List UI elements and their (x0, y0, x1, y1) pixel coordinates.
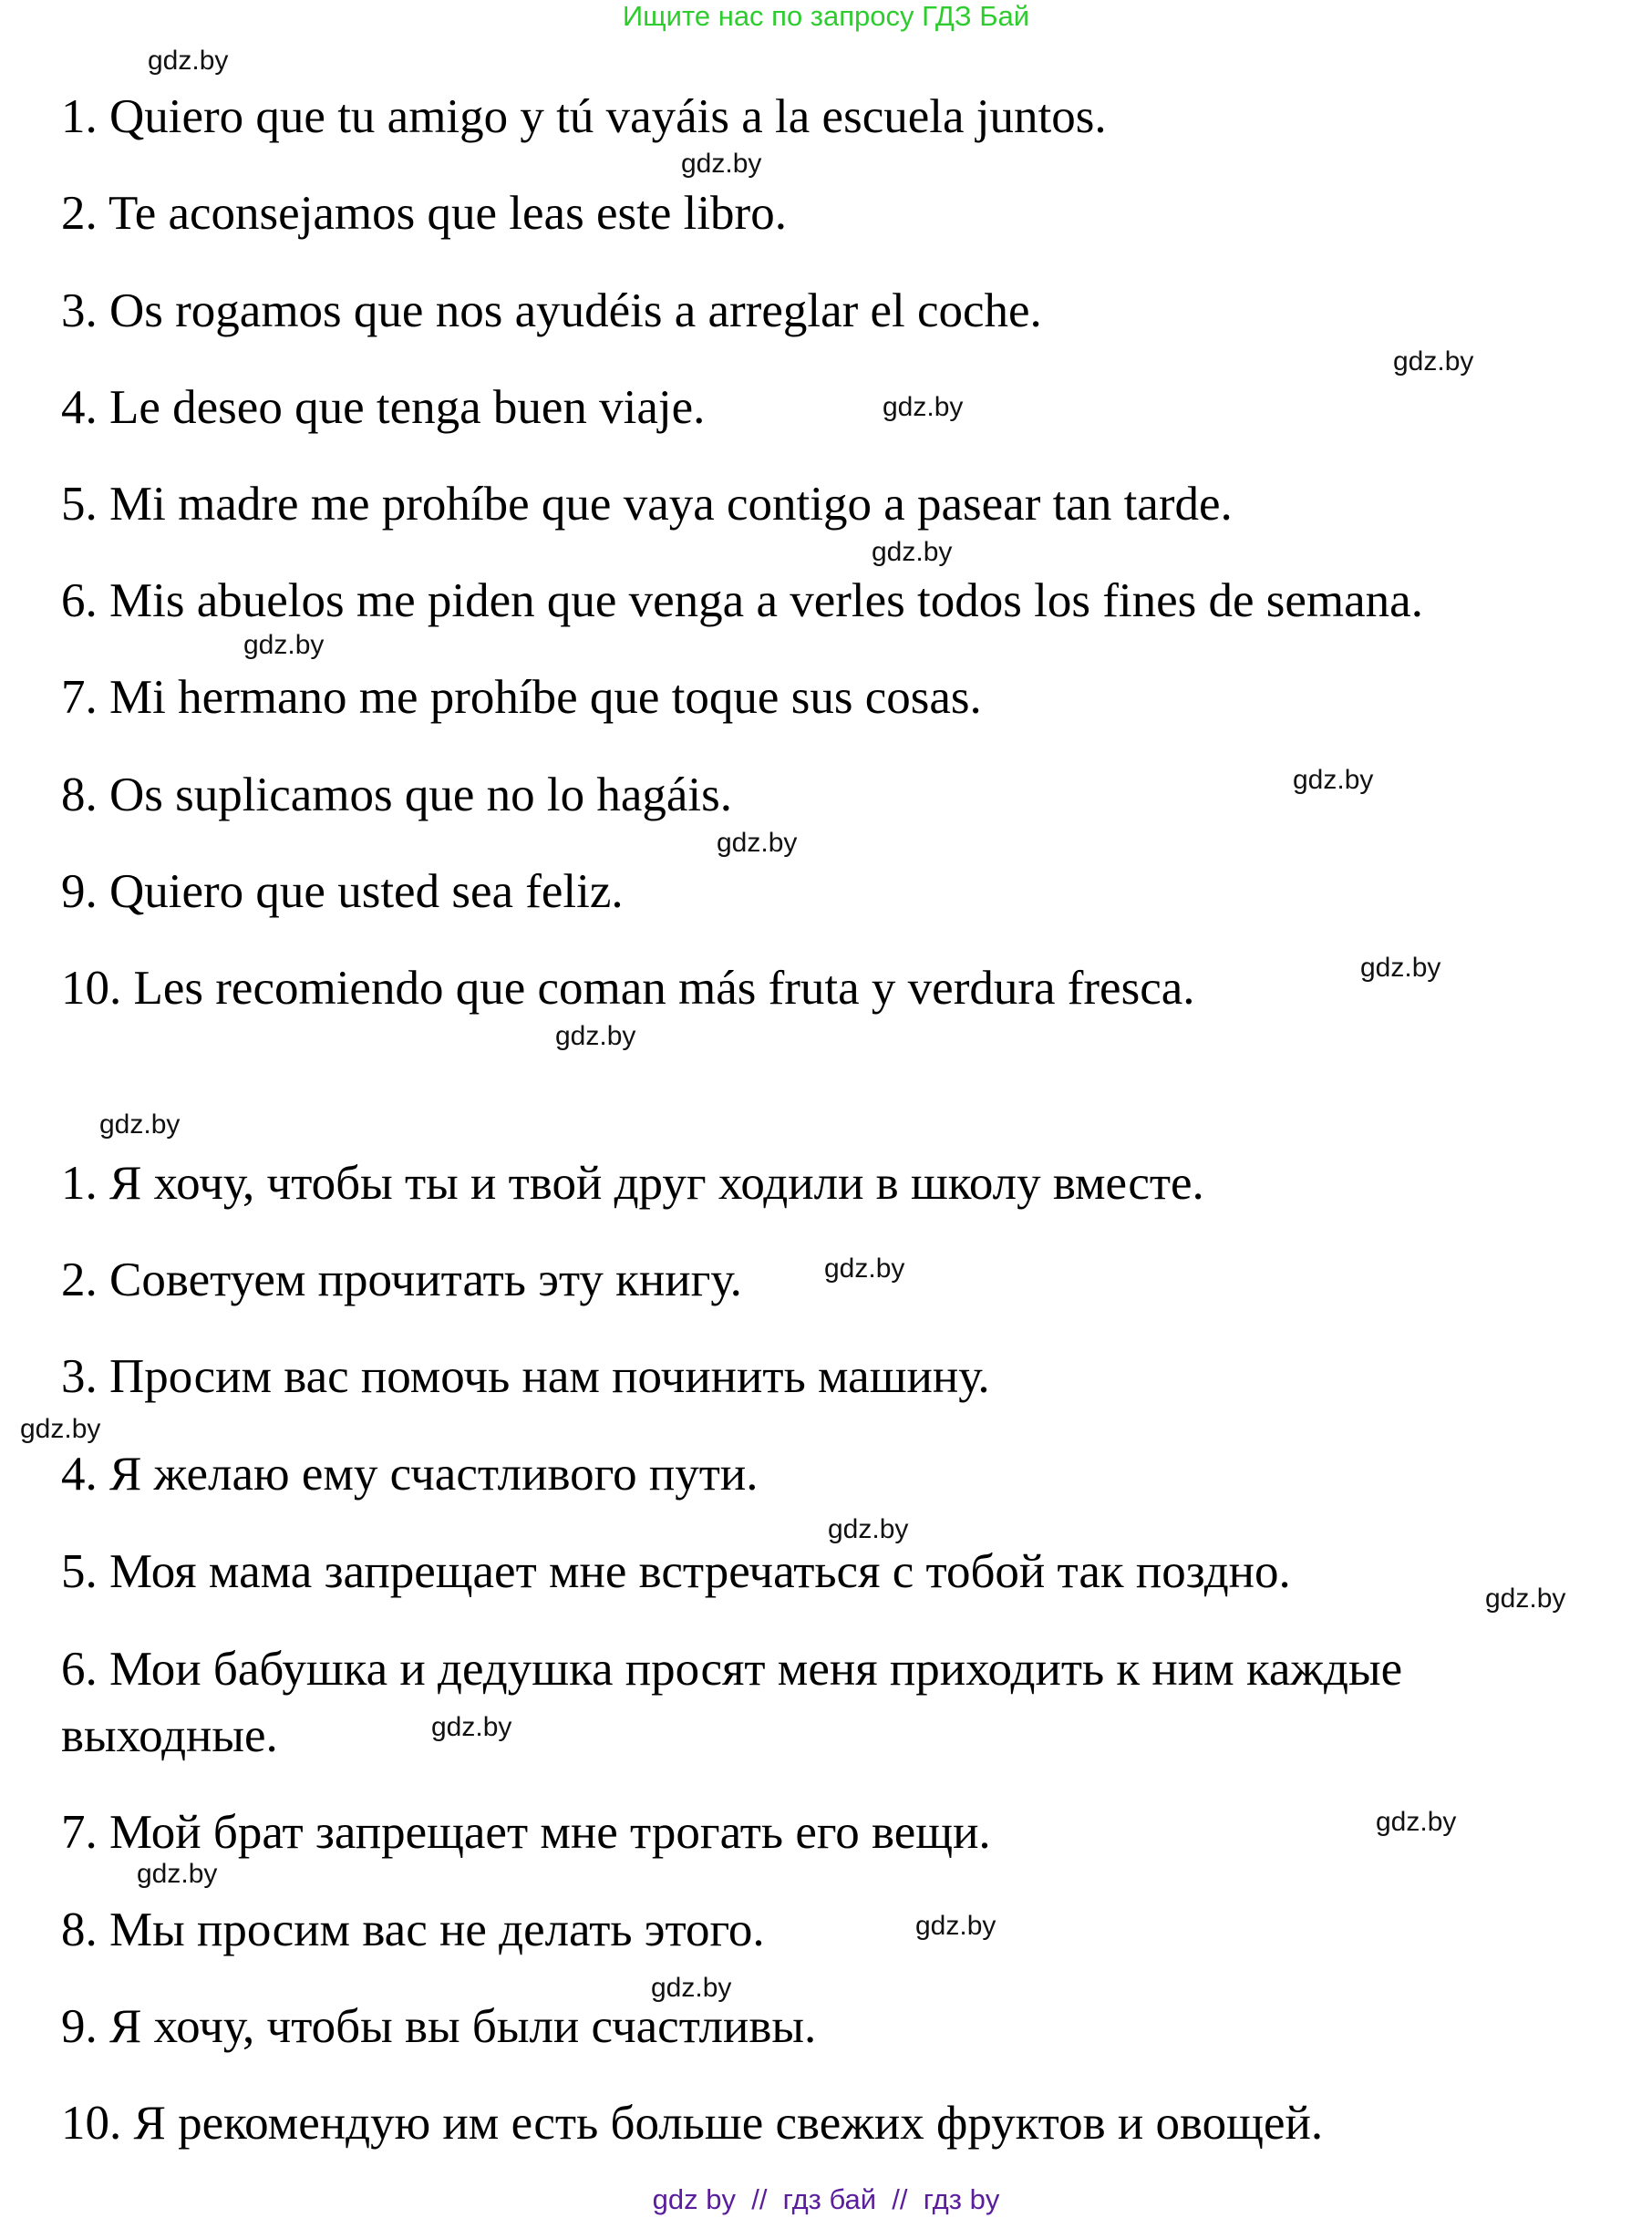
search-hint-header: Ищите нас по запросу ГДЗ Бай (622, 0, 1030, 32)
watermark: gdz.by (828, 1514, 909, 1544)
russian-sentence: 3. Просим вас помочь нам починить машину. (61, 1350, 990, 1403)
watermark: gdz.by (431, 1712, 512, 1742)
spanish-sentence: 10. Les recomiendo que coman más fruta y verdura fresca. (61, 962, 1195, 1015)
russian-sentence: 4. Я желаю ему счастливого пути. (61, 1448, 759, 1501)
spanish-sentence: 5. Mi madre me prohíbe que vaya contigo a pasear tan tarde. (61, 478, 1233, 531)
spanish-sentence: 3. Os rogamos que nos ayudéis a arreglar el coche. (61, 284, 1042, 337)
watermark: gdz.by (915, 1911, 996, 1941)
watermark: gdz.by (555, 1021, 636, 1051)
russian-sentence: 8. Мы просим вас не делать этого. (61, 1903, 765, 1956)
russian-sentence: 2. Советуем прочитать эту книгу. (61, 1253, 742, 1306)
watermark: gdz.by (883, 392, 964, 422)
watermark: gdz.by (20, 1414, 101, 1444)
watermark: gdz.by (872, 537, 953, 567)
watermark: gdz.by (99, 1109, 181, 1140)
watermark: gdz.by (1393, 346, 1474, 377)
watermark: gdz.by (824, 1253, 905, 1284)
spanish-sentence: 1. Quiero que tu amigo y tú vayáis a la escuela juntos. (61, 90, 1107, 143)
spanish-sentence: 4. Le deseo que tenga buen viaje. (61, 381, 706, 434)
spanish-sentence: 7. Mi hermano me prohíbe que toque sus cosas. (61, 671, 982, 724)
watermark: gdz.by (681, 149, 762, 179)
watermark: gdz.by (243, 630, 325, 660)
spanish-sentence: 9. Quiero que usted sea feliz. (61, 865, 624, 918)
watermark: gdz.by (1360, 953, 1441, 983)
watermark: gdz.by (148, 46, 229, 76)
watermark: gdz.by (717, 828, 798, 858)
footer-links: gdz by // гдз бай // гдз by (652, 2183, 1000, 2215)
watermark: gdz.by (651, 1973, 732, 2003)
spanish-sentence: 6. Mis abuelos me piden que venga a verles todos los fines de semana. (61, 574, 1423, 627)
russian-sentence: 1. Я хочу, чтобы ты и твой друг ходили в школу вместе. (61, 1157, 1204, 1210)
russian-sentence: 9. Я хочу, чтобы вы были счастливы. (61, 2000, 817, 2053)
watermark: gdz.by (1485, 1584, 1566, 1614)
spanish-sentence: 8. Os suplicamos que no lo hagáis. (61, 769, 733, 821)
watermark: gdz.by (1376, 1807, 1457, 1837)
watermark: gdz.by (137, 1859, 218, 1889)
russian-sentence: 10. Я рекомендую им есть больше свежих фруктов и овощей. (61, 2097, 1324, 2150)
spanish-sentence: 2. Te aconsejamos que leas este libro. (61, 187, 787, 240)
russian-sentence: 7. Мой брат запрещает мне трогать его вещи. (61, 1806, 991, 1859)
russian-sentence: 6. Мои бабушка и дедушка просят меня приходить к ним каждые выходные. (61, 1643, 1403, 1762)
russian-sentence: 5. Моя мама запрещает мне встречаться с тобой так поздно. (61, 1545, 1291, 1598)
watermark: gdz.by (1293, 765, 1374, 795)
